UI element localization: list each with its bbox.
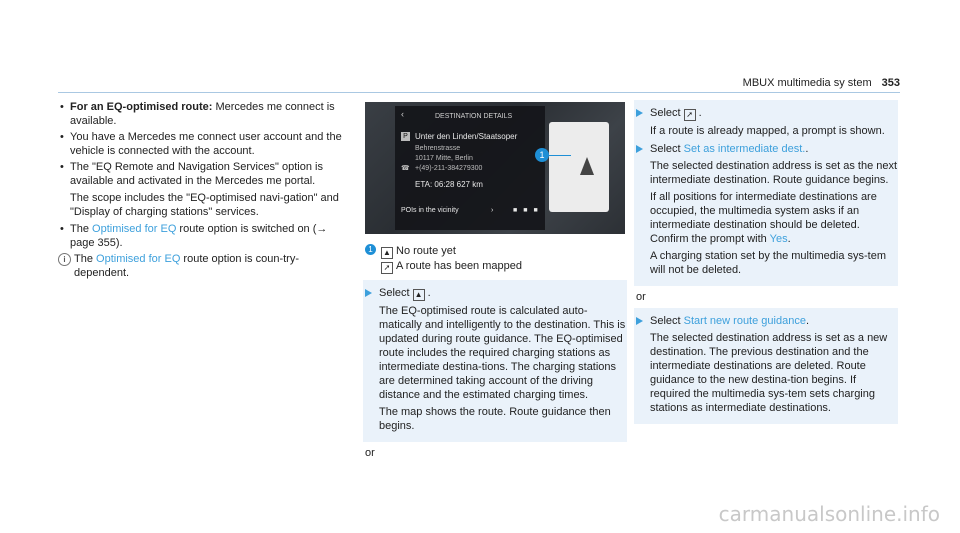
column-left (58, 100, 348, 280)
option-link[interactable]: Optimised for EQ (96, 253, 181, 265)
running-title: MBUX multimedia sy stem 353 (742, 77, 900, 89)
header-rule (58, 92, 900, 93)
option-link[interactable]: Optimised for EQ (92, 223, 177, 235)
info-icon: i (58, 253, 71, 266)
set-intermediate-link[interactable]: Set as intermediate dest. (683, 143, 806, 155)
route-button-area (549, 122, 609, 212)
legend-item: ➚ A route has been mapped (365, 259, 627, 274)
step-item: Select ▲ . The EQ-optimised route is calculated auto-matically and intelligently to the destination. This is updated during route guidance. The EQ-optimised route includes the required charging stations as intermediate destina-tions. The charging stations are determined taking account of the driving distance and the estimated charging times. The map shows the route. Route guidance then begins. (365, 286, 627, 433)
step-item: Select ➚ . If a route is already mapped, a prompt is shown. (636, 106, 898, 138)
page-number: 353 (881, 77, 900, 89)
or-separator: or (636, 291, 646, 303)
street: Behrenstrasse (415, 145, 461, 152)
phone-number: +(49)-211-384279300 (415, 165, 483, 172)
screen-illustration (365, 102, 625, 234)
callout-number: 1 (365, 244, 376, 255)
action-icons: ■■■ (513, 207, 544, 214)
place-name: Unter den Linden/Staatsoper (415, 132, 518, 141)
bullet-item: • You have a Mercedes me connect user account and the vehicle is connected with the account. (58, 130, 348, 158)
step-item: Select Start new route guidance. The selected destination address is set as a new destination. The previous destination and the intermediate destinations are deleted. Route guidance to the new destina-tion begins. If required the multimedia sys-tem sets charging stations as intermediate destinations. (636, 314, 898, 415)
yes-link[interactable]: Yes (769, 233, 788, 245)
navigate-icon: ▲ (413, 289, 425, 301)
navigate-icon: ▲ (381, 247, 393, 259)
info-note: i The Optimised for EQ route option is coun-try-dependent. (58, 252, 348, 280)
column-right (636, 100, 898, 424)
bullet-item: • For an EQ-optimised route: Mercedes me connect is available. (58, 100, 348, 128)
page-header (0, 0, 960, 89)
eta: ETA: 06:28 627 km (415, 180, 483, 189)
watermark: carmanualsonline.info (718, 502, 940, 526)
pois-label: POIs in the vicinity (401, 207, 459, 214)
step-box (363, 280, 627, 442)
callout-line (549, 155, 571, 156)
bullet-item: • The Optimised for EQ route option is switched on (→ page 355). (58, 222, 348, 250)
legend-item: 1 ▲ No route yet (365, 244, 627, 259)
column-middle (365, 100, 627, 460)
callout-marker: 1 (535, 148, 549, 162)
city: 10117 Mitte, Berlin (415, 155, 473, 162)
chevron-right-icon: › (491, 207, 494, 214)
bullet-item: • The "EQ Remote and Navigation Services" option is available and activated in the Mercedes me portal. The scope includes the "EQ-optimised navi-gation" and "Display of charging stations" services. (58, 160, 348, 219)
parking-icon: P (401, 132, 410, 141)
back-icon: ‹ (401, 109, 404, 119)
or-separator: or (365, 447, 375, 459)
route-icon: ➚ (381, 262, 393, 274)
route-icon: ➚ (684, 109, 696, 121)
phone-icon: ☎ (401, 165, 410, 172)
step-box (634, 308, 898, 424)
step-item: Select Set as intermediate dest.. The selected destination address is set as the next intermediate destination. Route guidance begins. If all positions for intermediate destinations are occupied, the multimedia system asks if an intermediate destination should be deleted. Confirm the prompt with Yes. A charging station set by the multimedia sys-tem will not be deleted. (636, 142, 898, 277)
start-new-route-link[interactable]: Start new route guidance (683, 315, 806, 327)
step-box (634, 100, 898, 286)
panel-heading: DESTINATION DETAILS (435, 113, 513, 120)
navigation-arrow-icon (580, 157, 594, 175)
